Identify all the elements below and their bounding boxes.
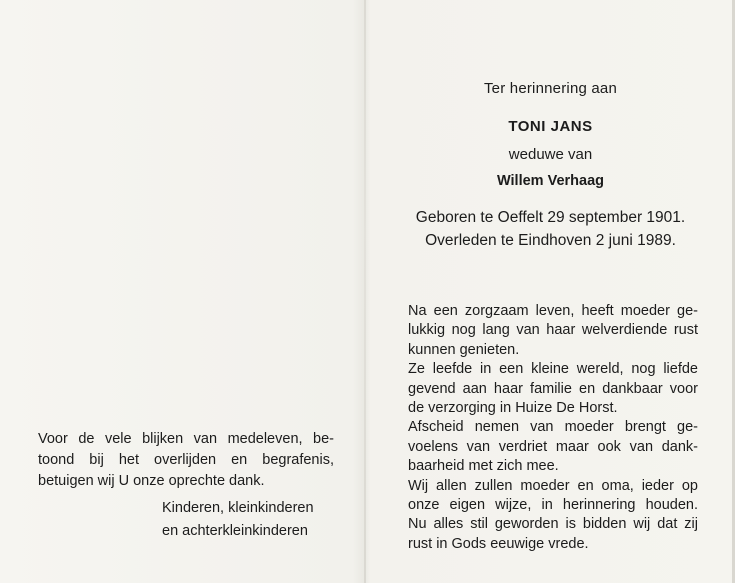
memorial-line: Nu alles stil geworden is bidden wij dat zij — [408, 516, 698, 533]
memorial-line: Na een zorgzaam leven, heeft moeder ge- — [408, 303, 698, 319]
birth-date: Geboren te Oeffelt 29 september 1901. — [415, 209, 686, 226]
memorial-text — [408, 302, 698, 554]
memorial-line: kunnen genieten. — [408, 341, 520, 358]
memorial-line: onze eigen wijze, in herinnering houden. — [408, 497, 698, 514]
memorial-line: Ze leefde in een kleine wereld, nog liefde — [408, 361, 698, 378]
widow-of-text: weduwe van — [508, 146, 593, 163]
thanks-line: betuigen wij U onze oprechte dank. — [38, 472, 265, 489]
memorial-line: Afscheid nemen van moeder brengt ge- — [408, 419, 698, 436]
thanks-text — [38, 429, 334, 491]
death-date: Overleden te Eindhoven 2 juni 1989. — [425, 232, 676, 249]
memorial-line: baarheid met zich mee. — [408, 458, 559, 475]
left-page — [0, 0, 364, 583]
memorial-line: Wij allen zullen moeder en oma, ieder op — [408, 477, 698, 494]
right-page — [366, 0, 735, 583]
memorial-line: de verzorging in Huize De Horst. — [408, 400, 618, 417]
thanks-line: Voor de vele blijken van medeleven, be- — [38, 431, 334, 447]
signature-line: en achterkleinkinderen — [162, 523, 308, 539]
deceased-name: TONI JANS — [508, 118, 593, 135]
signature — [162, 497, 314, 543]
memorial-line: lukkig nog lang van haar welverdiende rust — [408, 322, 698, 339]
memorial-line: rust in Gods eeuwige vrede. — [408, 535, 589, 552]
memorial-line: gevend aan haar familie en dankbaar voor — [408, 380, 698, 397]
memorial-line: voelens van verdriet maar ook van dank- — [408, 438, 698, 455]
signature-line: Kinderen, kleinkinderen — [162, 500, 314, 516]
thanks-line: toond bij het overlijden en begrafenis, — [38, 451, 334, 468]
intro-text: Ter herinnering aan — [483, 80, 618, 97]
spouse-name: Willem Verhaag — [496, 173, 605, 189]
life-dates — [366, 206, 735, 252]
